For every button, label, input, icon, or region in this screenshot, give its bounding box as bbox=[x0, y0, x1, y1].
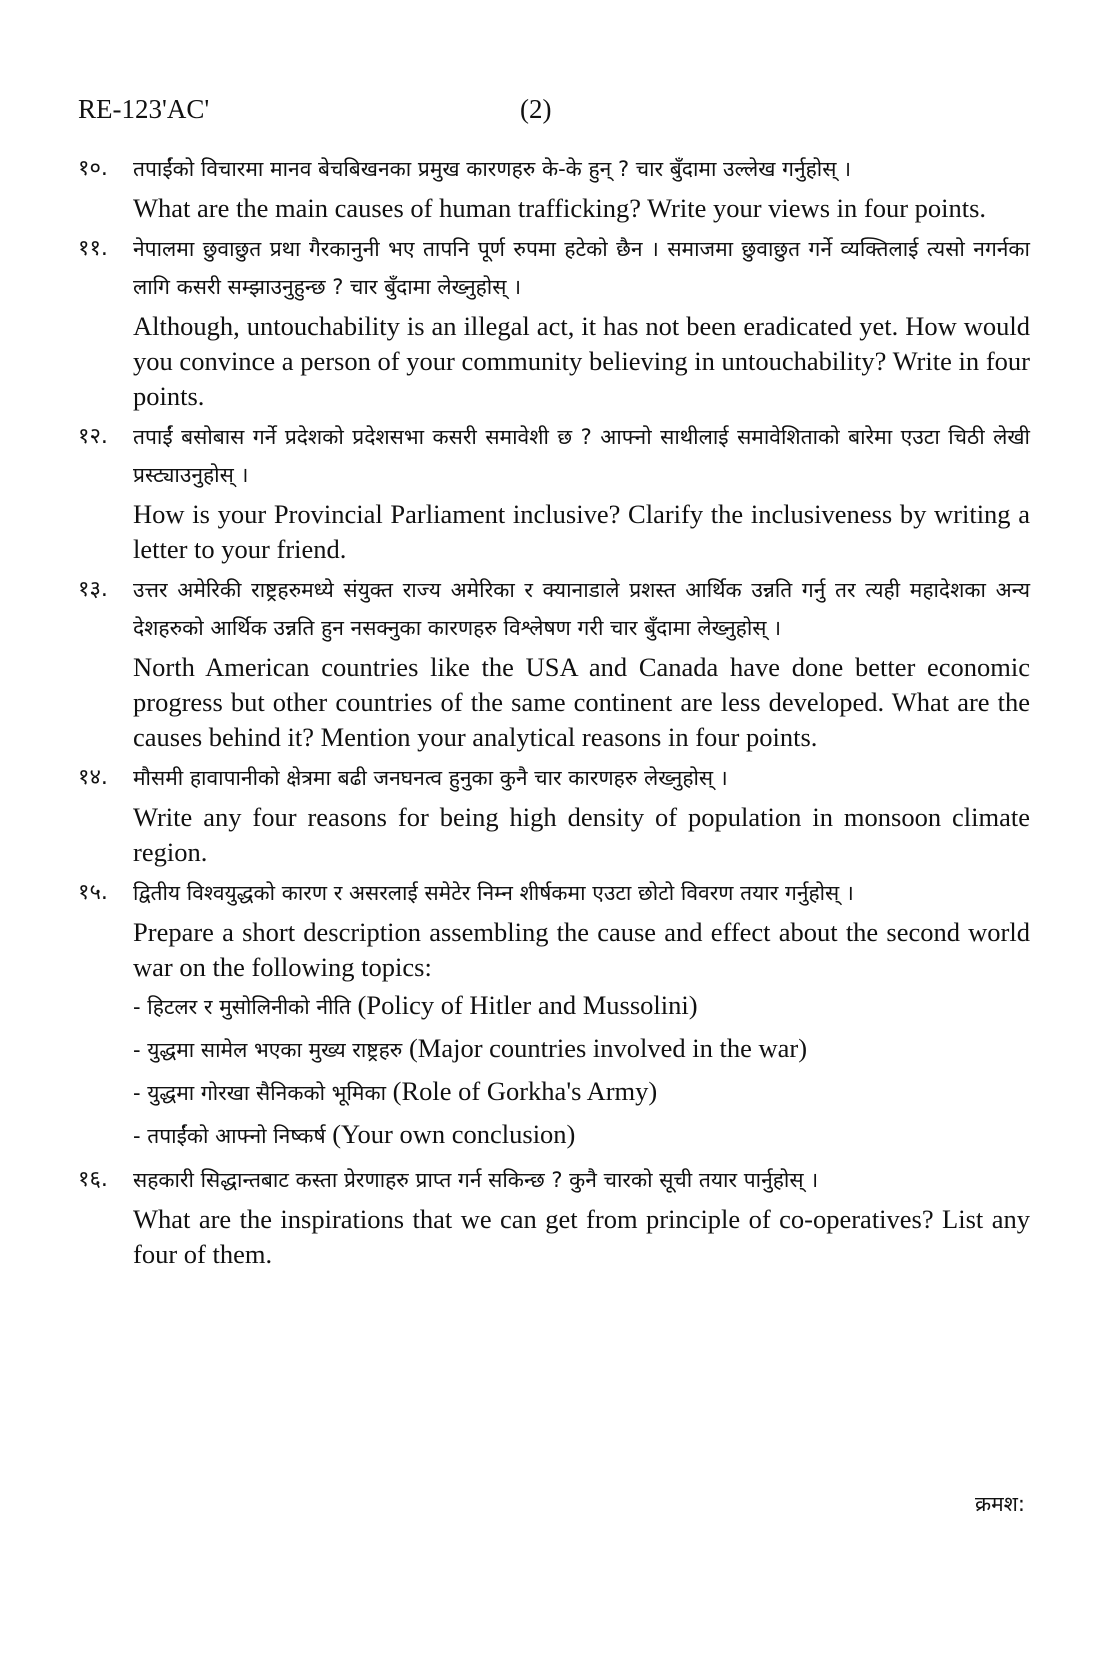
topic-english: (Role of Gorkha's Army) bbox=[392, 1076, 658, 1106]
question-number: १५. bbox=[78, 880, 108, 905]
topic-item bbox=[133, 1114, 1030, 1157]
question-nepali-text: तपाईं बसोबास गर्ने प्रदेशको प्रदेशसभा कसरी समावेशी छ ? आफ्नो साथीलाई समावेशिताको बारेमा एउटा चिठी लेखी प्रस्ट्याउनुहोस् । bbox=[133, 425, 1030, 487]
topic-english: (Policy of Hitler and Mussolini) bbox=[357, 990, 698, 1020]
question-nepali-text: तपाईंको विचारमा मानव बेचबिखनका प्रमुख कारणहरु के-के हुन् ? चार बुँदामा उल्लेख गर्नुहोस् । bbox=[133, 157, 852, 181]
question-nepali-text: मौसमी हावापानीको क्षेत्रमा बढी जनघनत्व हुनुका कुनै चार कारणहरु लेख्नुहोस् । bbox=[133, 766, 728, 790]
question-10 bbox=[78, 150, 1030, 226]
topic-item bbox=[133, 1028, 1030, 1071]
page-header bbox=[78, 94, 1028, 134]
question-16 bbox=[78, 1161, 1030, 1272]
question-number: ११. bbox=[78, 236, 108, 261]
question-english-text: Prepare a short description assembling the cause and effect about the second world war on the following topics: bbox=[133, 917, 1030, 982]
question-11 bbox=[78, 230, 1030, 414]
question-number: १३. bbox=[78, 577, 108, 602]
page-number: (2) bbox=[520, 94, 552, 124]
topic-item bbox=[133, 1071, 1030, 1114]
question-english-text: What are the main causes of human trafficking? Write your views in four points. bbox=[133, 193, 987, 223]
topic-nepali: - युद्धमा सामेल भएका मुख्य राष्ट्रहरु bbox=[133, 1038, 403, 1062]
question-english-text: What are the inspirations that we can get from principle of co-operatives? List any four of them. bbox=[133, 1204, 1030, 1269]
question-13 bbox=[78, 571, 1030, 755]
question-nepali-text: उत्तर अमेरिकी राष्ट्रहरुमध्ये संयुक्त राज्य अमेरिका र क्यानाडाले प्रशस्त आर्थिक उन्नति गर्नु तर त्यही महादेशका अन्य देशहरुको आर्थिक उन्नति हुन नसक्नुका कारणहरु विश्लेषण गरी चार बुँदामा लेख्नुहोस् । bbox=[133, 578, 1030, 640]
continued-marker: क्रमश: bbox=[974, 1492, 1025, 1516]
topic-nepali: - तपाईंको आफ्नो निष्कर्ष bbox=[133, 1124, 326, 1148]
question-english-text: How is your Provincial Parliament inclusive? Clarify the inclusiveness by writing a letter to your friend. bbox=[133, 499, 1030, 564]
question-number: १०. bbox=[78, 156, 108, 181]
question-nepali-text: सहकारी सिद्धान्तबाट कस्ता प्रेरणाहरु प्राप्त गर्न सकिन्छ ? कुनै चारको सूची तयार पार्नुहोस् । bbox=[133, 1168, 819, 1192]
question-number: १४. bbox=[78, 765, 108, 790]
topic-english: (Major countries involved in the war) bbox=[408, 1033, 808, 1063]
question-15 bbox=[78, 874, 1030, 1157]
question-nepali-text: द्वितीय विश्वयुद्धको कारण र असरलाई समेटेर निम्न शीर्षकमा एउटा छोटो विवरण तयार गर्नुहोस् । bbox=[133, 881, 854, 905]
exam-code: RE-123'AC' bbox=[78, 94, 210, 124]
topic-item bbox=[133, 985, 1030, 1028]
question-number: १२. bbox=[78, 424, 108, 449]
question-english-text: Although, untouchability is an illegal act, it has not been eradicated yet. How would you convince a person of your community believing in untouchability? Write in four points. bbox=[133, 311, 1030, 411]
question-list bbox=[78, 150, 1030, 1272]
question-english-text: North American countries like the USA and Canada have done better economic progress but other countries of the same continent are less developed. What are the causes behind it? Mention your analytical reasons in four points. bbox=[133, 652, 1030, 752]
question-number: १६. bbox=[78, 1167, 108, 1192]
topic-english: (Your own conclusion) bbox=[332, 1119, 576, 1149]
question-english-text: Write any four reasons for being high density of population in monsoon climate region. bbox=[133, 802, 1030, 867]
topic-nepali: - युद्धमा गोरखा सैनिकको भूमिका bbox=[133, 1081, 387, 1105]
topic-nepali: - हिटलर र मुसोलिनीको नीति bbox=[133, 995, 351, 1019]
question-12 bbox=[78, 418, 1030, 567]
question-14 bbox=[78, 759, 1030, 870]
question-nepali-text: नेपालमा छुवाछुत प्रथा गैरकानुनी भए तापनि पूर्ण रुपमा हटेको छैन । समाजमा छुवाछुत गर्ने व्यक्तिलाई त्यसो नगर्नका लागि कसरी सम्झाउनुहुन्छ ? चार बुँदामा लेख्नुहोस् । bbox=[133, 237, 1030, 299]
